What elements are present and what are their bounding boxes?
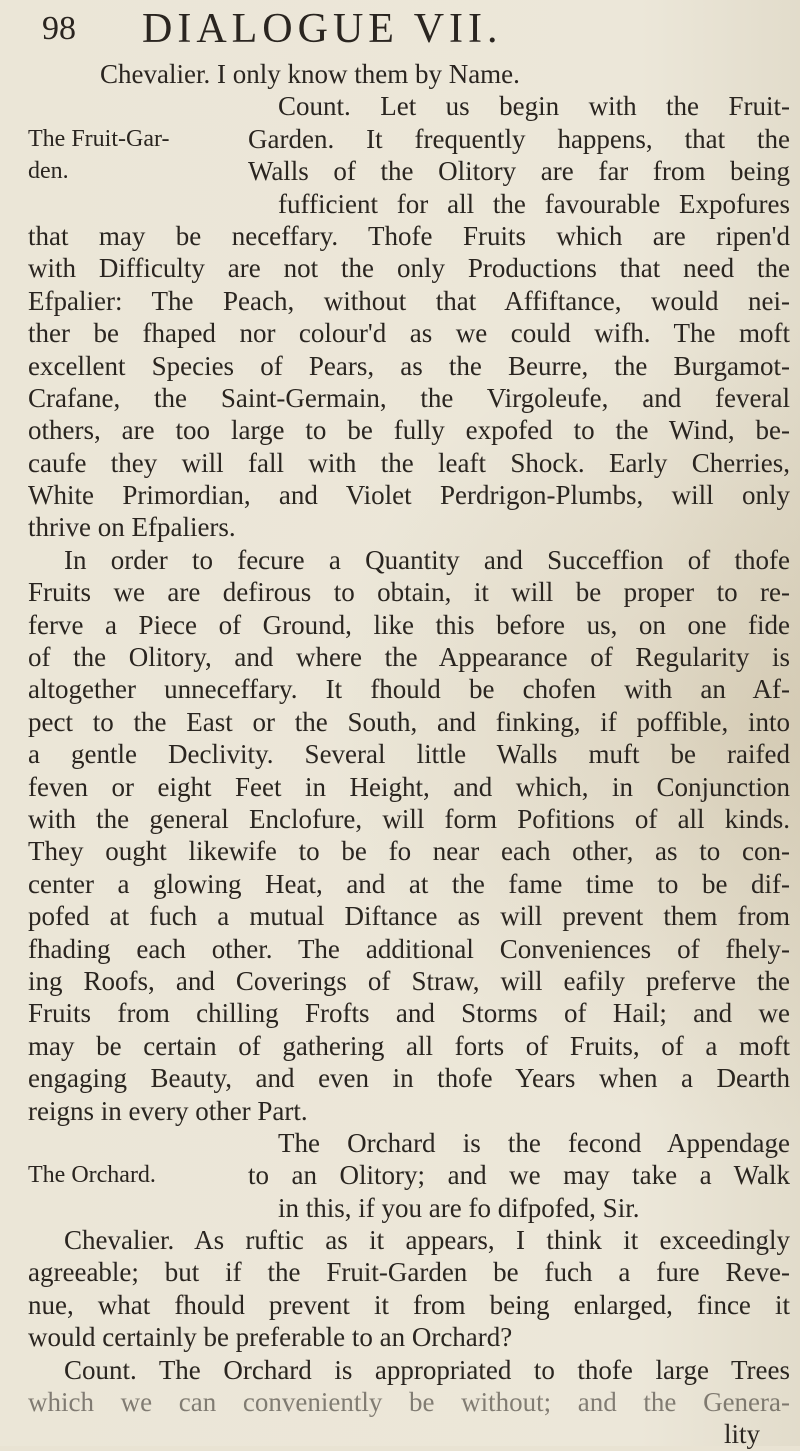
text-line: others, are too large to be fully expofed to the Wind, be- (28, 415, 790, 446)
text-line: excellent Species of Pears, as the Beurre, the Burgamot- (28, 350, 790, 381)
text-line: Chevalier. I only know them by Name. (100, 59, 520, 89)
running-head: DIALOGUE VII. (142, 6, 503, 52)
text-line: thrive on Efpaliers. (28, 512, 236, 543)
text-line: a gentle Declivity. Several little Walls muft be raifed (28, 739, 790, 770)
text-line: White Primordian, and Violet Perdrigon-Plumbs, will only (28, 480, 790, 511)
text-line: agreeable; but if the Fruit-Garden be fuch a fure Reve- (28, 1257, 790, 1288)
text-line: which we can conveniently be without; and the Genera- (28, 1387, 790, 1418)
margin-note-fruit-garden-cont: den. (28, 158, 69, 185)
text-line: fufficient for all the favourable Expofures (278, 188, 790, 219)
text-line: feven or eight Feet in Height, and which, in Conjunction (28, 771, 790, 802)
text-line: of the Olitory, and where the Appearance of Regularity is (28, 642, 790, 673)
text-line: Crafane, the Saint-Germain, the Virgoleufe, and feveral (28, 382, 790, 413)
text-line: ferve a Piece of Ground, like this before us, on one fide (28, 609, 790, 640)
text-line: pect to the East or the South, and finking, if poffible, into (28, 706, 790, 737)
text-line: The Orchard is the fecond Appendage (278, 1127, 790, 1158)
text-line: may be certain of gathering all forts of Fruits, of a moft (28, 1030, 790, 1061)
text-line: Efpalier: The Peach, without that Affiftance, would nei- (28, 285, 790, 316)
text-line: engaging Beauty, and even in thofe Years when a Dearth (28, 1063, 790, 1094)
text-line: nue, what fhould prevent it from being enlarged, fince it (28, 1289, 790, 1320)
text-line: In order to fecure a Quantity and Succeffion of thofe (64, 544, 790, 575)
text-line: Count. The Orchard is appropriated to thofe large Trees (64, 1354, 790, 1385)
text-line: reigns in every other Part. (28, 1095, 308, 1126)
text-line: with Difficulty are not the only Productions that need the (28, 253, 790, 284)
catchword: lity (723, 1419, 760, 1450)
text-line: Count. Let us begin with the Fruit- (278, 91, 790, 122)
text-line: ther be fhaped nor colour'd as we could wifh. The moft (28, 318, 790, 349)
text-line: in this, if you are fo difpofed, Sir. (278, 1192, 640, 1223)
text-line: that may be neceffary. Thofe Fruits which are ripen'd (28, 220, 790, 251)
text-line: den. Walls of the Olitory are far from being (28, 156, 790, 187)
text-line: with the general Enclofure, will form Pofitions of all kinds. (28, 803, 790, 834)
text-line: The Fruit-Gar- Garden. It frequently happens, that the (28, 123, 790, 154)
text-line: center a glowing Heat, and at the fame time to be dif- (28, 868, 790, 899)
margin-note-fruit-garden: The Fruit-Gar- (28, 125, 170, 152)
text-line: The Orchard. to an Olitory; and we may take a Walk (28, 1160, 790, 1191)
page-number: 98 (42, 10, 76, 47)
text-line: altogether unneceffary. It fhould be chofen with an Af- (28, 674, 790, 705)
text-line: would certainly be preferable to an Orchard? (28, 1322, 513, 1353)
margin-note-orchard: The Orchard. (28, 1162, 156, 1189)
text-line: pofed at fuch a mutual Diftance as will prevent them from (28, 901, 790, 932)
page-header (42, 4, 780, 54)
text-line: Chevalier. As ruftic as it appears, I think it exceedingly (64, 1225, 790, 1256)
text-line: Fruits from chilling Frofts and Storms of Hail; and we (28, 998, 790, 1029)
text-line: ing Roofs, and Coverings of Straw, will eafily preferve the (28, 965, 790, 996)
body-text (28, 58, 790, 1451)
text-line: fhading each other. The additional Conveniences of fhely- (28, 933, 790, 964)
text-line: caufe they will fall with the leaft Shock. Early Cherries, (28, 447, 790, 478)
text-line: They ought likewife to be fo near each other, as to con- (28, 836, 790, 867)
text-line: Fruits we are defirous to obtain, it will be proper to re- (28, 577, 790, 608)
